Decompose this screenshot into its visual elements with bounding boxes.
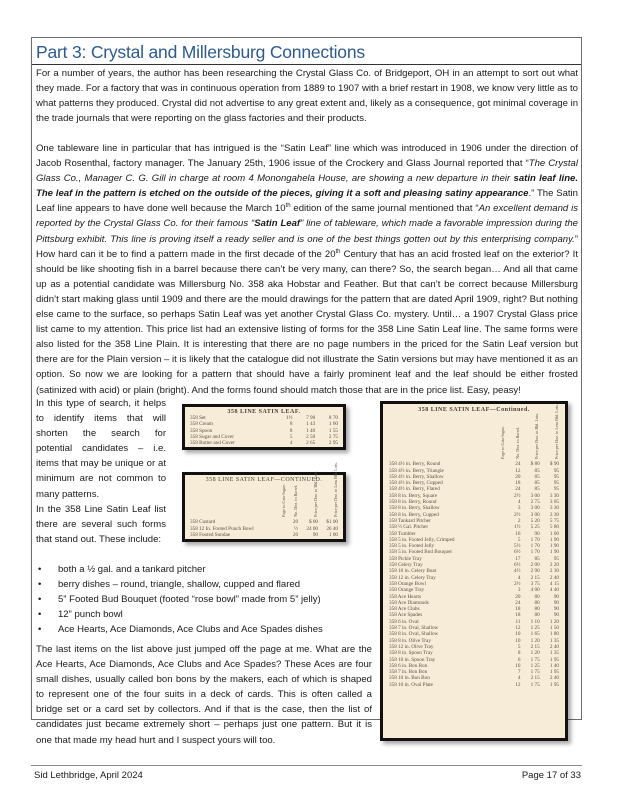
table-row: 358 Footed Sundae 20 90 1 00 (190, 531, 338, 538)
clipping-heading: 358 LINE SATIN LEAF—CONTINUED. (205, 477, 323, 483)
table-row: 358 8 in. Berry, Round 4 2 75 3 05 (389, 499, 559, 506)
table-row: 358 4½ in. Berry, Shallow 20 85 95 (389, 473, 559, 480)
quote-italic: ” line of tableware, which made a favorable impression during the Pittsburg exhibit. This line is proving itself a ready seller and is one of the best things gotten out by this enterprising company. (36, 218, 578, 245)
superscript: th (285, 203, 291, 210)
table-row: 358 12 In. Footed Punch Bowl ½ 24 00 26 40 (190, 525, 338, 532)
table-row: 358 4½ in. Berry, Flared 24 85 95 (389, 486, 559, 493)
price-list-clipping-3 (380, 401, 568, 741)
list-item: • 5” Footed Bud Bouquet (footed “rose bowl” made from 5” jelly) (36, 592, 366, 607)
table-row: 358 10 in. Spoon Tray 6 1 75 1 95 (389, 656, 559, 663)
text-run: .” The Satin Leaf line appears to have done well because the March 10 (36, 188, 578, 215)
table-row: 358 Celery Tray 6½ 2 00 2 20 (389, 562, 559, 569)
list-item: • both a ½ gal. and a tankard pitcher (36, 562, 366, 577)
table-row: 358 Butter and Cover 4 2 65 2 95 (190, 440, 338, 447)
list-item: • 12” punch bowl (36, 607, 366, 622)
table-row: 358 10 in. Bon Bon 4 2 15 2 40 (389, 675, 559, 682)
footer-page-number: Page 17 of 33 (521, 770, 581, 781)
paragraph-satin-leaf (36, 141, 578, 398)
paragraph-intro: For a number of years, the author has been researching the Crystal Glass Co. of Bridgeport, OH in an attempt to sort out what they made. For a factory that was in continuous operation from 1889 to 1907 with a brief restart in 1908, we know very little as to what patterns they produced. Crystal did not advertise to any great extent and, likely as a consequence, got minimal coverage in the trade journals that were reporting on the glass factories and their products. (36, 68, 578, 125)
table-row: 358 5 in. Footed Bud Bouquet 6½ 1 70 1 90 (389, 549, 559, 556)
footer-author-date: Sid Lethbridge, April 2024 (34, 770, 143, 781)
table-row: 358 8 in. Spoon Tray 8 1 20 1 35 (389, 650, 559, 657)
table-row: 358 7 in. Oval, Shallow 12 1 25 1 50 (389, 625, 559, 632)
table-row: 358 ½ Gal. Pitcher 1½ 5 25 5 80 (389, 524, 559, 531)
table-row: 358 8 in. Olive Tray 10 1 20 1 35 (389, 637, 559, 644)
table-row: 358 10 in. Celery Boat 4½ 2 90 2 30 (389, 568, 559, 575)
table-row: 358 Tankard Pitcher 2 5 20 5 75 (389, 517, 559, 524)
text-run: edition of the same journal mentioned that “ (290, 203, 479, 215)
table-row: 358 12 in. Celery Tray 4 2 15 2 40 (389, 574, 559, 581)
table-row: 358 8 in. Oval, Shallow 10 1 65 1 80 (389, 631, 559, 638)
table-row: 358 6 in. Bon Bon 10 1 25 1 40 (389, 662, 559, 669)
table-row: 358 8 in. Berry, Cupped 2½ 3 00 3 30 (389, 511, 559, 518)
clipping-heading: 358 LINE SATIN LEAF—Continued. (418, 407, 530, 413)
table-row: 358 Ace Diamonds 24 80 90 (389, 599, 559, 606)
table-row: 358 12 in. Olive Tray 5 2 15 2 40 (389, 643, 559, 650)
table-row: 358 Orange Tray 3 4 00 4 40 (389, 587, 559, 594)
table-row: 358 Orange Bowl 2½ 3 75 4 15 (389, 580, 559, 587)
price-table-body (389, 461, 559, 688)
text-run: Century that has an acid frosted leaf on the exterior? It should be like shooting fish in a barrel because there can’t be very many, can there? So, the search began… And all that came up as a potential candidate was Millersburg No. 358 aka Hobstar and Feather. But that can’t be correct because Millersburg didn’t start making glass until 1909 and there are the mould drawings for the pattern that are dated April 1909, right? But nothing else came to the surface, so perhaps Satin Leaf was yet another Crystal Glass Co. mystery. Until… a 1907 Crystal Glass price list came to my attention. This price list had an extensive listing of forms for the 358 Line Satin Leaf line. The same forms were also listed for the 358 Line Plain. It is interesting that there are no page numbers in the priced for the Satin Leaf version but there are for the Plain version – it is likely that the catalogue did not illustrate the Satin versions but may have mentioned it as an option. So now we are looking for a pattern that should have a fairly prominent leaf and the leaf should be either frosted (satinized with acid) or plain (bright). And the forms found should match those that are in the price list. Easy, peasy! (36, 248, 578, 396)
quote-bold: satin leaf line. The leaf in the pattern is etched on the outside of the pieces, giving it a soft and pleasing satiny appearance (36, 173, 579, 200)
table-row: 358 7 in. Bon Bon 7 1 75 1 95 (389, 669, 559, 676)
table-row: 358 Cream 8 1 43 1 60 (190, 421, 338, 428)
quote-bold: Satin Leaf (254, 218, 301, 230)
superscript: th (335, 248, 341, 255)
table-header-row: Page in Cata-logue. No. Doz. in Barrel. Price per Doz. in Bbl. Lots. Price per Doz. in Less Bbl. Lots. (281, 462, 338, 517)
footer-divider (31, 765, 582, 766)
clipping-heading: 358 LINE SATIN LEAF. (227, 409, 301, 415)
table-row: 358 Custard 20 $ 00 $1 00 (190, 519, 338, 526)
quote-italic: The Crystal Glass Co., Manager C. G. Gill in charge at room 4 Monongahela House, are showing a new departure in their (36, 158, 578, 185)
text-run: ” How hard can it be to find a pattern made in the first decade of the 20 (36, 233, 578, 260)
table-row: 358 6 in. Oval 11 1 10 1 20 (389, 618, 559, 625)
table-row: 358 Spoon 8 1 40 1 55 (190, 427, 338, 434)
table-row: 358 Set 1½ 7 90 8 70 (190, 415, 338, 421)
table-row: 358 Tumbler 16 90 1 00 (389, 530, 559, 537)
list-item: • berry dishes – round, triangle, shallow, cupped and flared (36, 577, 366, 592)
table-row: 358 4½ in. Berry, Cupped 18 85 95 (389, 480, 559, 487)
section-title: Part 3: Crystal and Millersburg Connections (36, 42, 365, 62)
price-list-clipping-2 (182, 462, 346, 542)
paragraph-search-tip: In this type of search, it helps to identify items that will shorten the search for potential candidates – i.e. items that may be unique or at minimum are not common to many patterns. (36, 398, 166, 500)
text-run: One tableware line in particular that has intrigued is the “Satin Leaf” line which was introduced in 1906 under the direction of Jacob Rosenthal, factory manager. The January 25th, 1906 issue of the Crockery and Glass Journal reported that “ (36, 143, 578, 170)
paragraph-stand-out: In the 358 Line Satin Leaf list there are several such forms that stand out. These include: (36, 504, 166, 546)
table-row: 358 5 in. Footed Jelly 5½ 1 70 1 90 (389, 543, 559, 550)
table-row: 358 Pickle Tray 17 85 95 (389, 555, 559, 562)
title-divider (32, 64, 581, 65)
table-row: 358 Ace Hearts 20 80 90 (389, 593, 559, 600)
table-row: 358 10 in. Oval Plate 12 1 75 1 95 (389, 681, 559, 688)
table-row: 358 4½ in. Berry, Triangle 12 85 95 (389, 467, 559, 474)
list-item: • Ace Hearts, Ace Diamonds, Ace Clubs and Ace Spades dishes (36, 622, 366, 637)
price-table (190, 415, 338, 446)
table-row: 358 4½ in. Berry, Round 24 $ 80 $ 90 (389, 461, 559, 468)
table-header-row: Page in Cata-logue. No. Doz. in Barrel. Price per Doz. in Bbl. Lots. Price per Doz. in Less Bbl. Lots. (499, 404, 559, 459)
price-list-clipping-1 (182, 404, 346, 450)
standout-forms-list (36, 562, 366, 637)
table-row: 358 5 in. Footed Jelly, Crimped 5 1 70 1 90 (389, 536, 559, 543)
table-row: 358 Ace Clubs 18 80 90 (389, 606, 559, 613)
paragraph-aces: The last items on the list above just jumped off the page at me. What are the Ace Hearts, Ace Diamonds, Ace Clubs and Ace Spades? These Aces are four small dishes, usually called bon bons by the makers, each of which is shaped to represent one of the four suits in a deck of cards. This is often called a bridge set or a card set by collectors. And if that is the case, then the list of candidates just became extremely short – perhaps just one pattern. But it is one that made my head hurt and I suspect yours will too. (36, 644, 372, 746)
table-row: 358 8 in. Berry, Shallow 3 3 00 3 30 (389, 505, 559, 512)
table-row: 358 Ace Spades 18 80 90 (389, 612, 559, 619)
quote-italic: An excellent demand is reported by the Crystal Glass Co. for their famous “ (36, 203, 578, 230)
table-row: 358 Sugar and Cover 5 2 50 2 75 (190, 433, 338, 440)
table-row: 358 8 in. Berry, Square 2½ 3 00 3 30 (389, 492, 559, 499)
